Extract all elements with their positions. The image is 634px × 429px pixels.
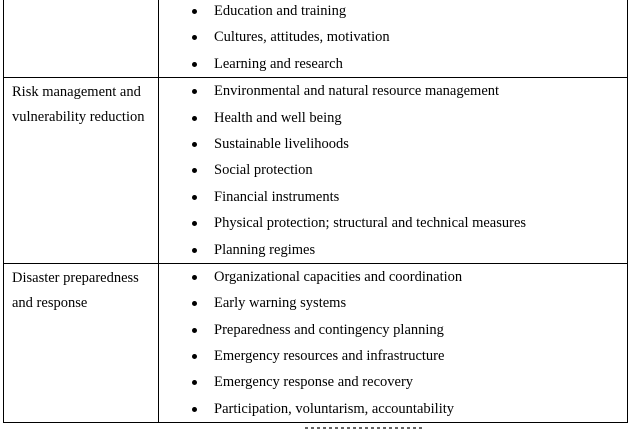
table-row bbox=[4, 78, 628, 264]
bullet-icon bbox=[192, 89, 197, 94]
list-item: Learning and research bbox=[159, 51, 627, 77]
list-item: Participation, voluntarism, accountability bbox=[159, 396, 627, 422]
cropped-caption-fragment bbox=[305, 425, 425, 429]
list-item: Emergency resources and infrastructure bbox=[159, 343, 627, 369]
table-row bbox=[4, 0, 628, 78]
list-item: Cultures, attitudes, motivation bbox=[159, 24, 627, 50]
bullet-icon bbox=[192, 195, 197, 200]
category-label: Risk management and vulnerability reduction bbox=[12, 84, 145, 126]
list-item: Planning regimes bbox=[159, 237, 627, 263]
list-item: Social protection bbox=[159, 157, 627, 183]
bullet-list bbox=[159, 0, 627, 77]
bullet-icon bbox=[192, 116, 197, 121]
category-cell bbox=[4, 263, 159, 422]
category-cell bbox=[4, 78, 159, 264]
bullet-list bbox=[159, 264, 627, 422]
list-item: Organizational capacities and coordination bbox=[159, 264, 627, 290]
list-item: Education and training bbox=[159, 0, 627, 24]
bullet-icon bbox=[192, 407, 197, 412]
category-cell bbox=[4, 0, 159, 78]
list-item: Early warning systems bbox=[159, 290, 627, 316]
list-item: Emergency response and recovery bbox=[159, 369, 627, 395]
bullet-icon bbox=[192, 275, 197, 280]
list-item: Preparedness and contingency planning bbox=[159, 317, 627, 343]
table-row bbox=[4, 263, 628, 422]
list-item: Health and well being bbox=[159, 105, 627, 131]
list-item: Sustainable livelihoods bbox=[159, 131, 627, 157]
bullet-icon bbox=[192, 354, 197, 359]
bullet-icon bbox=[192, 62, 197, 67]
bullet-icon bbox=[192, 380, 197, 385]
bullet-list bbox=[159, 78, 627, 263]
bullet-icon bbox=[192, 328, 197, 333]
bullet-icon bbox=[192, 35, 197, 40]
bullet-icon bbox=[192, 9, 197, 14]
bullet-icon bbox=[192, 301, 197, 306]
items-cell bbox=[159, 0, 628, 78]
bullet-icon bbox=[192, 248, 197, 253]
items-cell bbox=[159, 78, 628, 264]
bullet-icon bbox=[192, 168, 197, 173]
list-item: Financial instruments bbox=[159, 184, 627, 210]
list-item: Physical protection; structural and technical measures bbox=[159, 210, 627, 236]
items-cell bbox=[159, 263, 628, 422]
category-label: Disaster preparedness and response bbox=[12, 269, 139, 311]
framework-table bbox=[3, 0, 628, 423]
bullet-icon bbox=[192, 221, 197, 226]
list-item: Environmental and natural resource management bbox=[159, 78, 627, 104]
bullet-icon bbox=[192, 142, 197, 147]
